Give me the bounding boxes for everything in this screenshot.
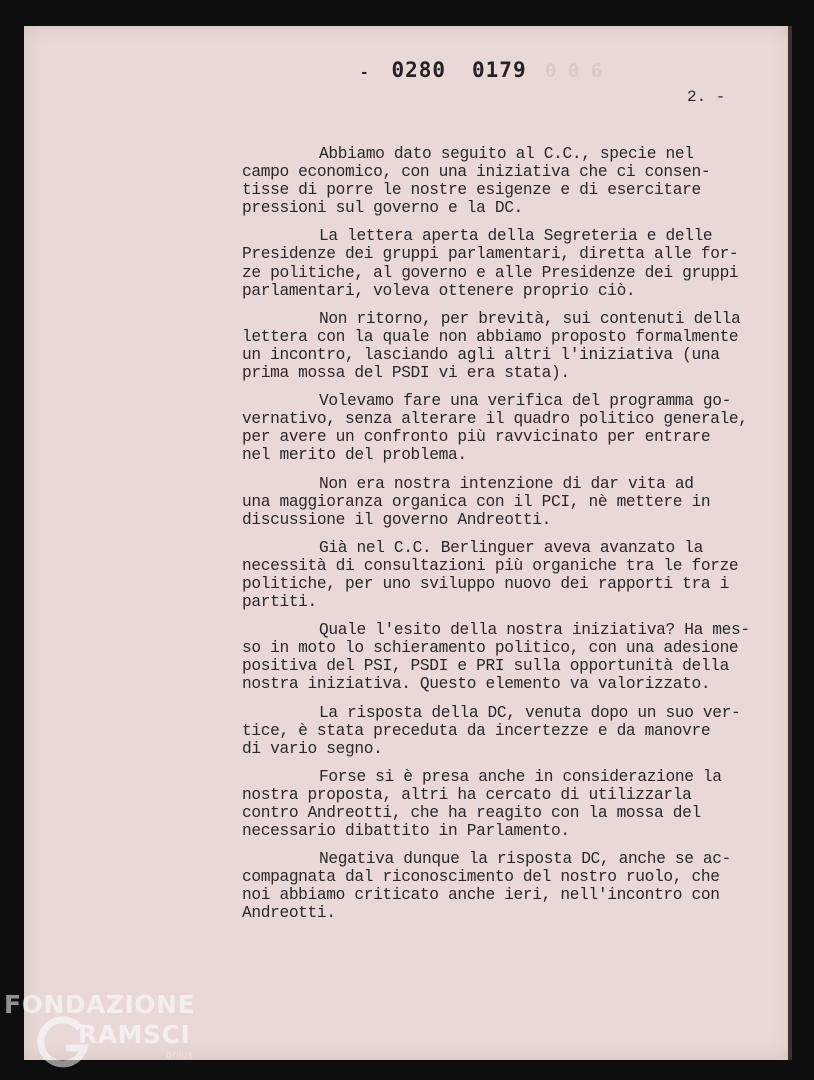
- watermark-subtitle: onlus: [166, 1050, 193, 1061]
- watermark-line-2: RAMSCI: [78, 1020, 191, 1049]
- paragraph: La lettera aperta della Segreteria e delle Presidenze dei gruppi parlamentari, diretta alle for- ze politiche, al governo e alle Presidenze dei gruppi parlamentari, voleva ottenere proprio ciò.: [242, 227, 739, 300]
- paragraph: Abbiamo dato seguito al C.C., specie nel campo economico, con una iniziativa che ci consen- tisse di porre le nostre esigenze e di esercitare pressioni sul governo e la DC.: [242, 145, 711, 218]
- paragraph: Già nel C.C. Berlinguer aveva avanzato la necessità di consultazioni più organiche tra le forze politiche, per uno sviluppo nuovo dei rapporti tra i partiti.: [242, 538, 739, 612]
- watermark-line-1: FONDAZIONE: [4, 990, 196, 1019]
- page-edge-shadow: [788, 26, 792, 1060]
- paragraph: Negativa dunque la risposta DC, anche se ac- compagnata dal riconoscimento del nostro ruolo, che noi abbiamo criticato anche ieri, nell'incontro con Andreotti.: [242, 850, 732, 923]
- paragraph: La risposta della DC, venuta dopo un suo ver- tice, è stata preceduta da incertezze e da manovre di vario segno.: [242, 703, 741, 758]
- stamp-number-right: 0179: [472, 58, 527, 82]
- paragraph: Non ritorno, per brevità, sui contenuti della lettera con la quale non abbiamo proposto formalmente un incontro, lasciando agli altri l'iniziativa (una prima mossa del PSDI vi era stata).: [242, 309, 741, 383]
- typed-body-text: [242, 145, 777, 933]
- fondazione-gramsci-watermark: [4, 990, 204, 1075]
- page-number: 2. -: [687, 88, 726, 106]
- faded-stamp-bleed: 0 0 6: [545, 60, 603, 82]
- paragraph: Volevamo fare una verifica del programma go- vernativo, senza alterare il quadro politico generale, per avere un confronto più ravvicinato per entrare nel merito del problema.: [242, 392, 748, 465]
- paragraph: Quale l'esito della nostra iniziativa? Ha mes- so in moto lo schieramento politico, con una adesione positiva del PSI, PSDI e PRI sulla opportunità della nostra iniziativa. Questo elemento va valorizzato.: [242, 621, 750, 694]
- paragraph: Non era nostra intenzione di dar vita ad una maggioranza organica con il PCI, nè mettere in discussione il governo Andreotti.: [242, 474, 711, 529]
- archive-stamp: [360, 58, 527, 82]
- stamp-number-left: 0280: [391, 58, 447, 82]
- paragraph: Forse si è presa anche in considerazione la nostra proposta, altri ha cercato di utilizzarla contro Andreotti, che ha reagito con la mossa del necessario dibattito in Parlamento.: [242, 767, 722, 841]
- stamp-mark: -: [360, 65, 370, 81]
